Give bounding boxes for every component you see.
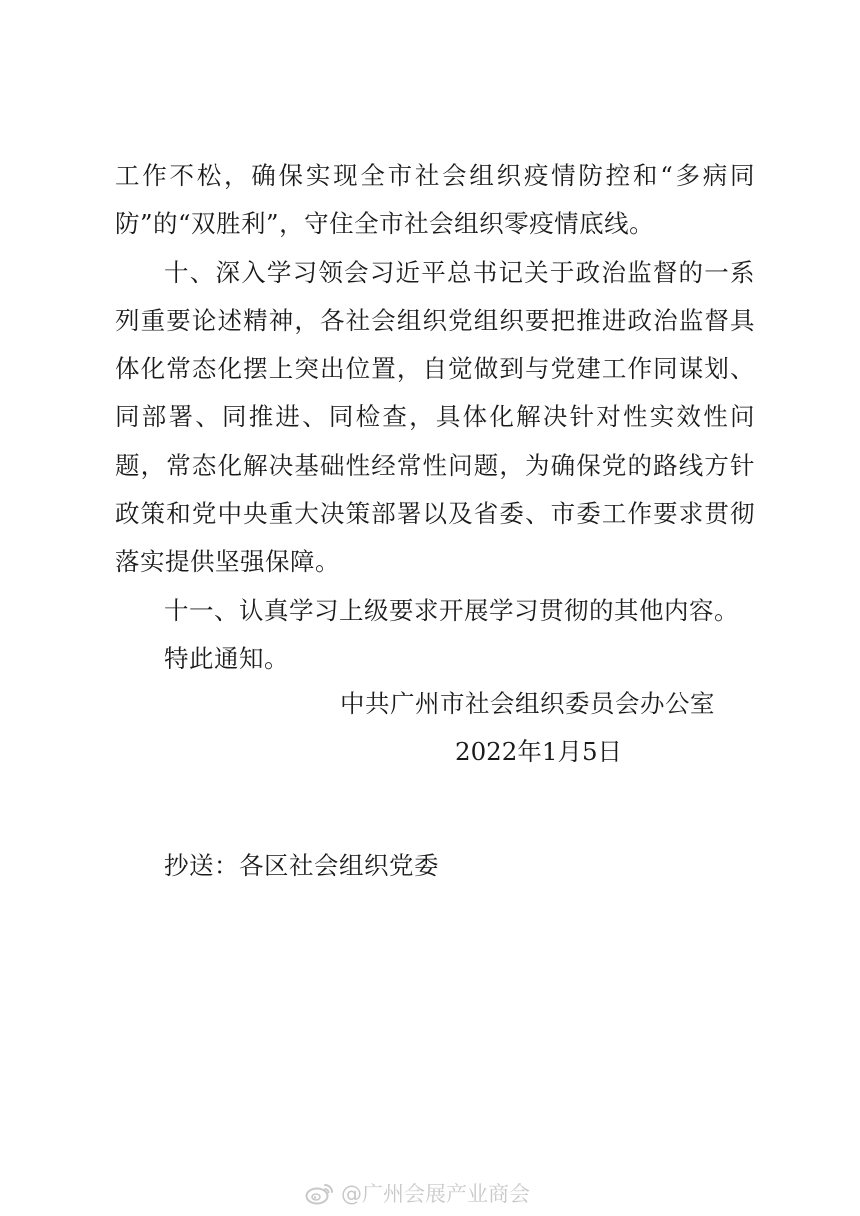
paragraph-continuation: 工作不松，确保实现全市社会组织疫情防控和“多病同防”的“双胜利”，守住全市社会组织零疫情底线。 (115, 161, 755, 239)
paragraph-item-eleven: 十一、认真学习上级要求开展学习贯彻的其他内容。 (164, 595, 739, 625)
cc-line: 抄送：各区社会组织党委 (164, 851, 439, 880)
closing-notice: 特此通知。 (164, 643, 289, 673)
weibo-icon (305, 1181, 335, 1205)
watermark (305, 1180, 530, 1206)
issue-date: 2022年1月5日 (455, 737, 623, 766)
watermark-text: @广州会展产业商会 (341, 1182, 530, 1206)
signature-block (340, 680, 760, 776)
document-body (115, 152, 755, 683)
paragraph-item-ten: 十、深入学习领会习近平总书记关于政治监督的一系列重要论述精神，各社会组织党组织要把推进政治监督具体化常态化摆上突出位置，自觉做到与党建工作同谋划、同部署、同推进、同检查，具体化解决针对性实效性问题，常态化解决基础性经常性问题，为确保党的路线方针政策和党中央重大决策部署以及省委、市委工作要求贯彻落实提供坚强保障。 (115, 257, 755, 577)
issuing-organization: 中共广州市社会组织委员会办公室 (340, 689, 715, 718)
